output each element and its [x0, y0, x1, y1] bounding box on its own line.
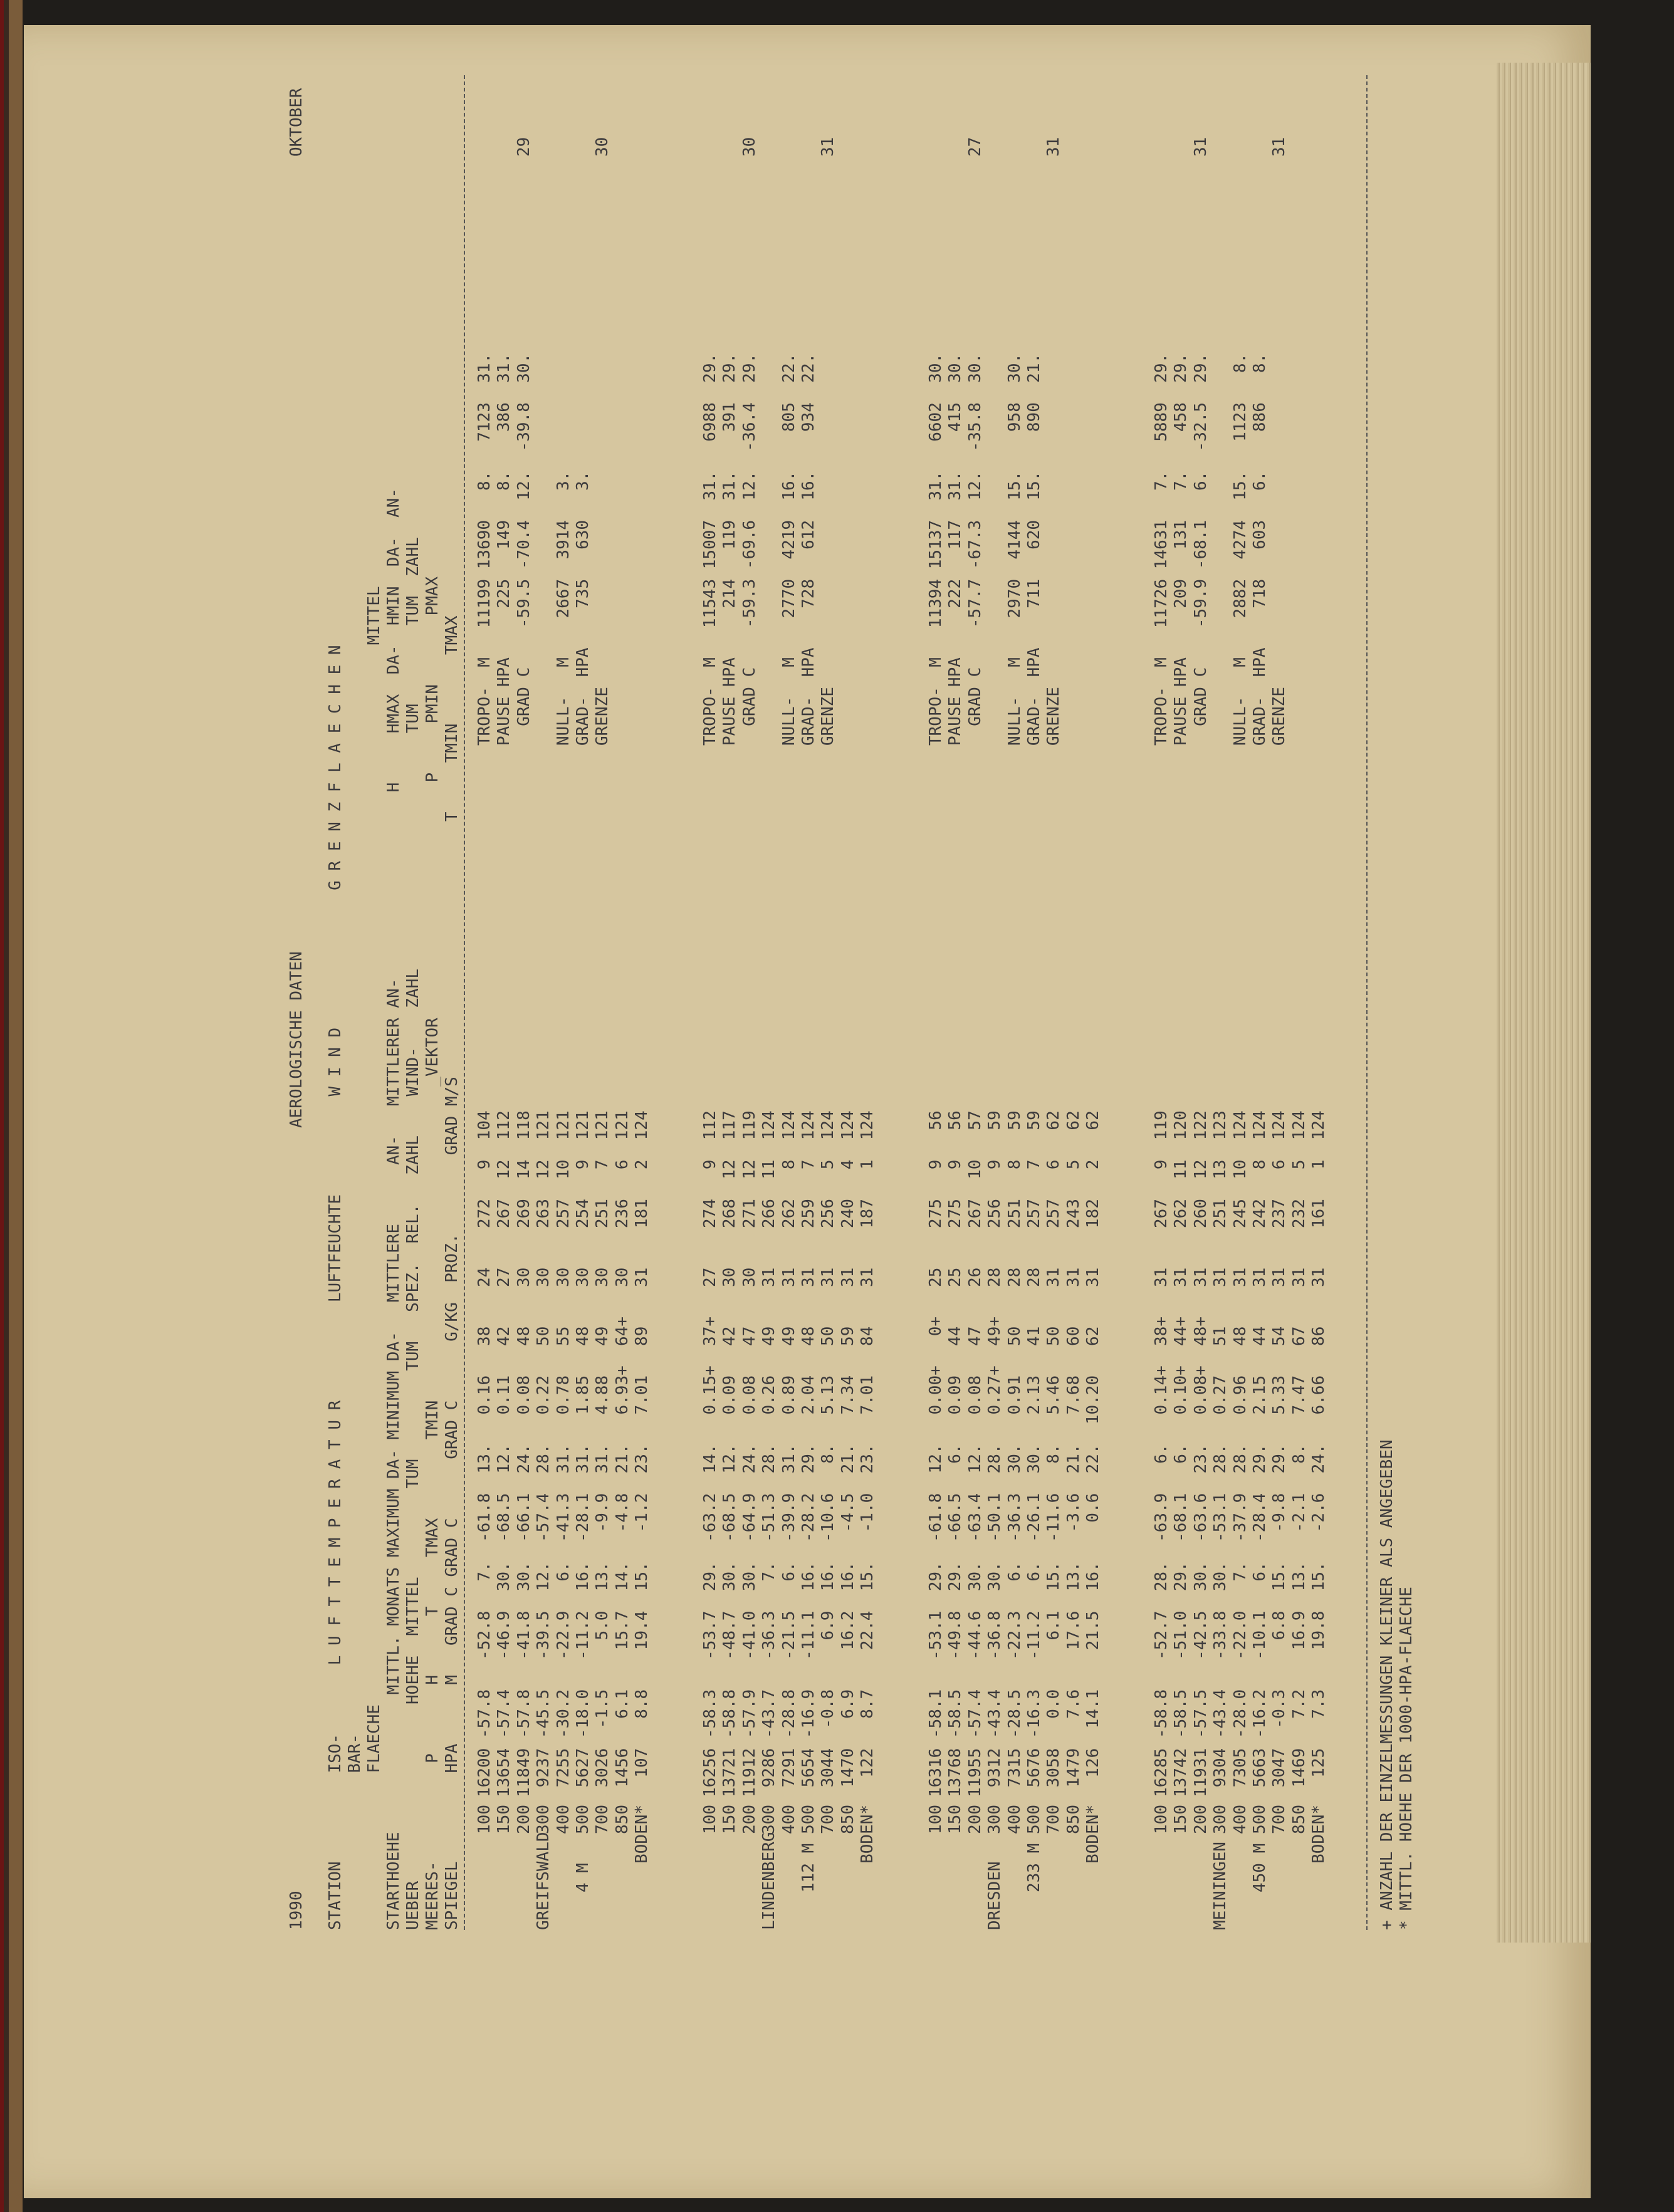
footnotes [1378, 1439, 1417, 1930]
level: 400 [779, 1805, 798, 1834]
level: 150 [946, 1805, 965, 1834]
document-page [24, 25, 1591, 2198]
table-row: 3044 -0.8 6.9 16. -10.6 8. 5.13 50 31 256 5 124 [819, 1110, 838, 1797]
table-row: 1470 6.9 16.2 16. -4.5 21. 7.34 59 31 240 4 124 [838, 1110, 857, 1797]
boundary-row: NULL- M 2770 4219 16. 805 22. [779, 353, 798, 746]
level: 100 [701, 1805, 719, 1834]
table-row: 9312 -43.4 -36.8 30. -50.1 28. 0.27+ 49+ 28 256 9 59 [985, 1110, 1005, 1797]
table-row: 7315 -28.5 -22.3 6. -36.3 30. 0.91 50 28 251 8 59 [1005, 1110, 1024, 1797]
tropopause-count: 27 [966, 137, 985, 157]
boundary-row: GRENZE [819, 687, 838, 746]
data-rows [926, 1110, 1104, 1797]
table-row: 16316 -58.1 -53.1 29. -61.8 12. 0.00+ 0+ 25 275 9 56 [926, 1110, 945, 1797]
header-line: STATION ISO- L U F T T E M P E R A T U R LUFTFEUCHTE W I N D G R E N Z F L A E C H E N [326, 645, 345, 1930]
level: BODEN* [632, 1805, 652, 1864]
table-row: 11849 -57.8 -41.8 30. -66.1 24. 0.08 48 30 269 14 118 [514, 1110, 533, 1797]
page-year: 1990 [287, 1891, 306, 1930]
boundary-row: NULL- M 2882 4274 15. 1123 8. [1230, 353, 1250, 746]
table-row: 9304 -43.4 -33.8 30. -53.1 28. 0.27 51 31 251 13 123 [1211, 1110, 1230, 1797]
boundary-row [985, 353, 1005, 746]
level: 300 [760, 1805, 779, 1834]
level: 200 [514, 1805, 533, 1834]
footer-rule [1366, 75, 1368, 1930]
table-row: 16285 -58.8 -52.7 28. -63.9 6. 0.14+ 38+ 31 267 9 119 [1152, 1110, 1171, 1797]
header-line: FLAECHE MITTEL [365, 586, 384, 1930]
level: 500 [1250, 1805, 1269, 1834]
station-name: DRESDEN [985, 1861, 1004, 1930]
boundary-row [534, 353, 553, 746]
level-column [926, 1805, 1104, 1930]
table-row: 16256 -58.3 -53.7 29. -63.2 14. 0.15+ 37+ 27 274 9 112 [701, 1110, 719, 1797]
level-column [1152, 1805, 1329, 1930]
level: 700 [819, 1805, 838, 1834]
table-row: 13768 -58.5 -49.8 29. -66.5 6. 0.09 44 25 275 9 56 [946, 1110, 965, 1797]
boundary-row: NULL- M 2970 4144 15. 958 30. [1005, 353, 1024, 746]
station-name: MEININGEN [1211, 1842, 1230, 1930]
level: 150 [494, 1805, 514, 1834]
level: BODEN* [858, 1805, 877, 1864]
header-line: UEBER HOEHE MITTEL TUM TUM SPEZ. REL. ZAHL WIND- ZAHL TUM TUM ZAHL [404, 537, 422, 1930]
table-row: 5663 -16.2 -10.1 6. -28.4 29. 2.15 44 31 242 8 124 [1250, 1110, 1269, 1797]
table-row: 9237 -45.5 -39.5 12. -57.4 28. 0.22 50 30 263 12 121 [534, 1110, 553, 1797]
level: 400 [1005, 1805, 1024, 1834]
boundary-row: PAUSE HPA 225 149 8. 386 31. [494, 353, 514, 746]
station-name: LINDENBERG [760, 1832, 778, 1930]
level: 100 [1152, 1805, 1171, 1834]
level: 200 [1191, 1805, 1210, 1834]
table-row: 9286 -43.7 -36.3 7. -51.3 28. 0.26 49 31 266 11 124 [760, 1110, 779, 1797]
page-header [287, 50, 307, 1930]
footnote: * MITTL. HOEHE DER 1000-HPA-FLAECHE [1397, 1587, 1416, 1930]
boundary-row: GRENZE [1044, 687, 1064, 746]
level: 400 [1230, 1805, 1250, 1834]
boundary-row: PAUSE HPA 209 131 7. 458 29. [1171, 353, 1191, 746]
level: 500 [573, 1805, 592, 1834]
level-column [475, 1805, 652, 1930]
table-row: 107 8.8 19.4 15. -1.2 23. 7.01 89 31 181 2 124 [632, 1110, 652, 1797]
table-row: 13721 -58.8 -48.7 30. -68.5 12. 0.09 42 30 268 12 117 [720, 1110, 740, 1797]
header-line: SPIEGEL HPA M GRAD C GRAD C GRAD C G/KG PROZ. GRAD M/S T TMIN TMAX [442, 615, 461, 1930]
table-row: 13654 -57.4 -46.9 30. -68.5 12. 0.11 42 27 267 12 112 [494, 1110, 514, 1797]
station-height: 112 M [799, 1843, 818, 1892]
level: 300 [1211, 1805, 1230, 1834]
table-row: 122 8.7 22.4 15. -1.0 23. 7.01 84 31 187 1 124 [858, 1110, 877, 1797]
table-row: 1469 7.2 16.9 13. -2.1 8. 7.47 67 31 232 5 124 [1289, 1110, 1309, 1797]
table-row: 7305 -28.0 -22.0 7. -37.9 28. 0.96 48 31 245 10 124 [1230, 1110, 1250, 1797]
boundary-row: GRAD- HPA 718 603 6. 886 8. [1250, 353, 1269, 746]
table-row: 125 7.3 19.8 15. -2.6 24. 6.66 86 31 161 1 124 [1309, 1110, 1329, 1797]
level: 400 [553, 1805, 573, 1834]
level: 200 [740, 1805, 759, 1834]
level: 300 [985, 1805, 1005, 1834]
boundary-row: GRAD- HPA 728 612 16. 934 22. [798, 353, 818, 746]
table-row: 3058 0.0 6.1 15. -11.6 8. 5.46 50 31 257 6 62 [1044, 1110, 1064, 1797]
table-row: 3026 -1.5 5.0 13. -9.9 31. 4.88 49 30 251 7 121 [593, 1110, 612, 1797]
level: 100 [475, 1805, 494, 1834]
boundary-row: GRENZE [1270, 687, 1289, 746]
freezing-level-count: 31 [819, 137, 837, 157]
page-month: OKTOBER [287, 88, 306, 157]
level: 700 [593, 1805, 612, 1834]
freezing-level-count: 31 [1044, 137, 1063, 157]
header-line: MEERES- P H T TMAX TMIN _VEKTOR P PMIN PMAX [423, 576, 442, 1930]
level: 150 [1171, 1805, 1191, 1834]
boundary-row: GRAD C -57.7 -67.3 12. -35.8 30. [965, 353, 985, 746]
boundary-row: TROPO- M 11726 14631 7. 5889 29. [1152, 353, 1171, 746]
level: 850 [612, 1805, 632, 1834]
data-rows [1152, 1110, 1329, 1797]
boundary-data [1152, 353, 1290, 746]
boundary-row: GRAD- HPA 711 620 15. 890 21. [1024, 353, 1044, 746]
data-rows [701, 1110, 878, 1797]
boundary-row: TROPO- M 11543 15007 31. 6988 29. [701, 353, 719, 746]
boundary-row: NULL- M 2667 3914 3. [553, 471, 573, 746]
boundary-row: PAUSE HPA 214 119 31. 391 29. [720, 353, 740, 746]
page-edges [1497, 63, 1591, 1943]
boundary-row [1211, 353, 1230, 746]
data-rows [475, 1110, 652, 1797]
level: 500 [1024, 1805, 1044, 1834]
table-row: 1456 6.1 15.7 14. -4.8 21. 6.93+ 64+ 30 236 6 121 [612, 1110, 632, 1797]
station-height: 4 M [573, 1863, 592, 1892]
tropopause-count: 31 [1191, 137, 1210, 157]
table-row: 126 14.1 21.5 16. 0.6 22. 10.20 62 31 182 2 62 [1084, 1110, 1103, 1797]
level: 850 [1064, 1805, 1083, 1834]
level: 700 [1270, 1805, 1289, 1834]
table-row: 11955 -57.4 -44.6 30. -63.4 12. 0.08 47 26 267 10 57 [965, 1110, 985, 1797]
tropopause-count: 29 [515, 137, 533, 157]
level: 200 [965, 1805, 985, 1834]
page-title: AEROLOGISCHE DATEN [287, 951, 306, 1128]
boundary-row: GRAD C -59.5 -70.4 12. -39.8 30. [514, 353, 533, 746]
table-row: 7255 -30.2 -22.9 6. -41.3 31. 0.78 55 30 257 10 121 [553, 1110, 573, 1797]
level: 850 [1289, 1805, 1309, 1834]
station-height: 233 M [1025, 1843, 1044, 1892]
table-row: 7291 -28.8 -21.5 6. -39.9 31. 0.89 49 31 262 8 124 [779, 1110, 798, 1797]
tropopause-count: 30 [740, 137, 759, 157]
level: 150 [720, 1805, 740, 1834]
boundary-row: GRAD- HPA 735 630 3. [573, 471, 592, 746]
freezing-level-count: 31 [1270, 137, 1289, 157]
boundary-row: PAUSE HPA 222 117 31. 415 30. [946, 353, 965, 746]
freezing-level-count: 30 [593, 137, 612, 157]
table-row: 1479 7.6 17.6 13. -3.6 21. 7.68 60 31 243 5 62 [1064, 1110, 1083, 1797]
boundary-data [701, 353, 839, 746]
boundary-data [475, 353, 613, 746]
boundary-row: GRAD C -59.9 -68.1 6. -32.5 29. [1191, 353, 1210, 746]
boundary-row: TROPO- M 11394 15137 31. 6602 30. [926, 353, 945, 746]
level: 500 [798, 1805, 818, 1834]
level: 300 [534, 1805, 553, 1834]
boundary-data [926, 353, 1064, 746]
boundary-row [760, 353, 779, 746]
station-height: 450 M [1250, 1843, 1269, 1892]
table-row: 13742 -58.5 -51.0 29. -68.1 6. 0.10+ 44+ 31 262 11 120 [1171, 1110, 1191, 1797]
footnote: + ANZAHL DER EINZELMESSUNGEN KLEINER ALS ANGEGEBEN [1378, 1439, 1396, 1930]
boundary-row: TROPO- M 11199 13690 8. 7123 31. [475, 353, 494, 746]
level: 850 [838, 1805, 857, 1834]
level-column [701, 1805, 878, 1930]
table-row: 11931 -57.5 -42.5 30. -63.6 23. 0.08+ 48+ 31 260 12 122 [1191, 1110, 1210, 1797]
header-line: BAR- [345, 1733, 364, 1930]
boundary-row: GRAD C -59.3 -69.6 12. -36.4 29. [740, 353, 759, 746]
table-row: 5676 -16.3 -11.2 6. -26.1 30. 2.13 41 28 257 7 59 [1024, 1110, 1044, 1797]
rotated-table [287, 50, 1453, 1930]
table-row: 5627 -18.0 -11.2 16. -28.1 31. 1.85 48 30 254 9 121 [573, 1110, 592, 1797]
level: BODEN* [1309, 1805, 1329, 1864]
station-name: GREIFSWALD [534, 1832, 553, 1930]
table-row: 3047 -0.3 6.8 15. -9.8 29. 5.33 54 31 237 6 124 [1270, 1110, 1289, 1797]
header-line: STARTHOEHE MITTL. MONATS MAXIMUM DA- MINIMUM DA- MITTLERE AN- MITTLERER AN- H HMAX DA- HMIN DA- AN- [384, 488, 403, 1930]
header-rule [464, 75, 465, 1930]
table-row: 11912 -57.9 -41.0 30. -64.9 24. 0.08 47 30 271 12 119 [740, 1110, 759, 1797]
level: BODEN* [1084, 1805, 1103, 1864]
table-row: 5654 -16.9 -11.1 16. -28.2 29. 2.04 48 31 259 7 124 [798, 1110, 818, 1797]
level: 700 [1044, 1805, 1064, 1834]
book-binding [0, 0, 23, 2212]
boundary-row: GRENZE [593, 687, 612, 746]
table-row: 16200 -57.8 -52.8 7. -61.8 13. 0.16 38 24 272 9 104 [475, 1110, 494, 1797]
level: 100 [926, 1805, 945, 1834]
